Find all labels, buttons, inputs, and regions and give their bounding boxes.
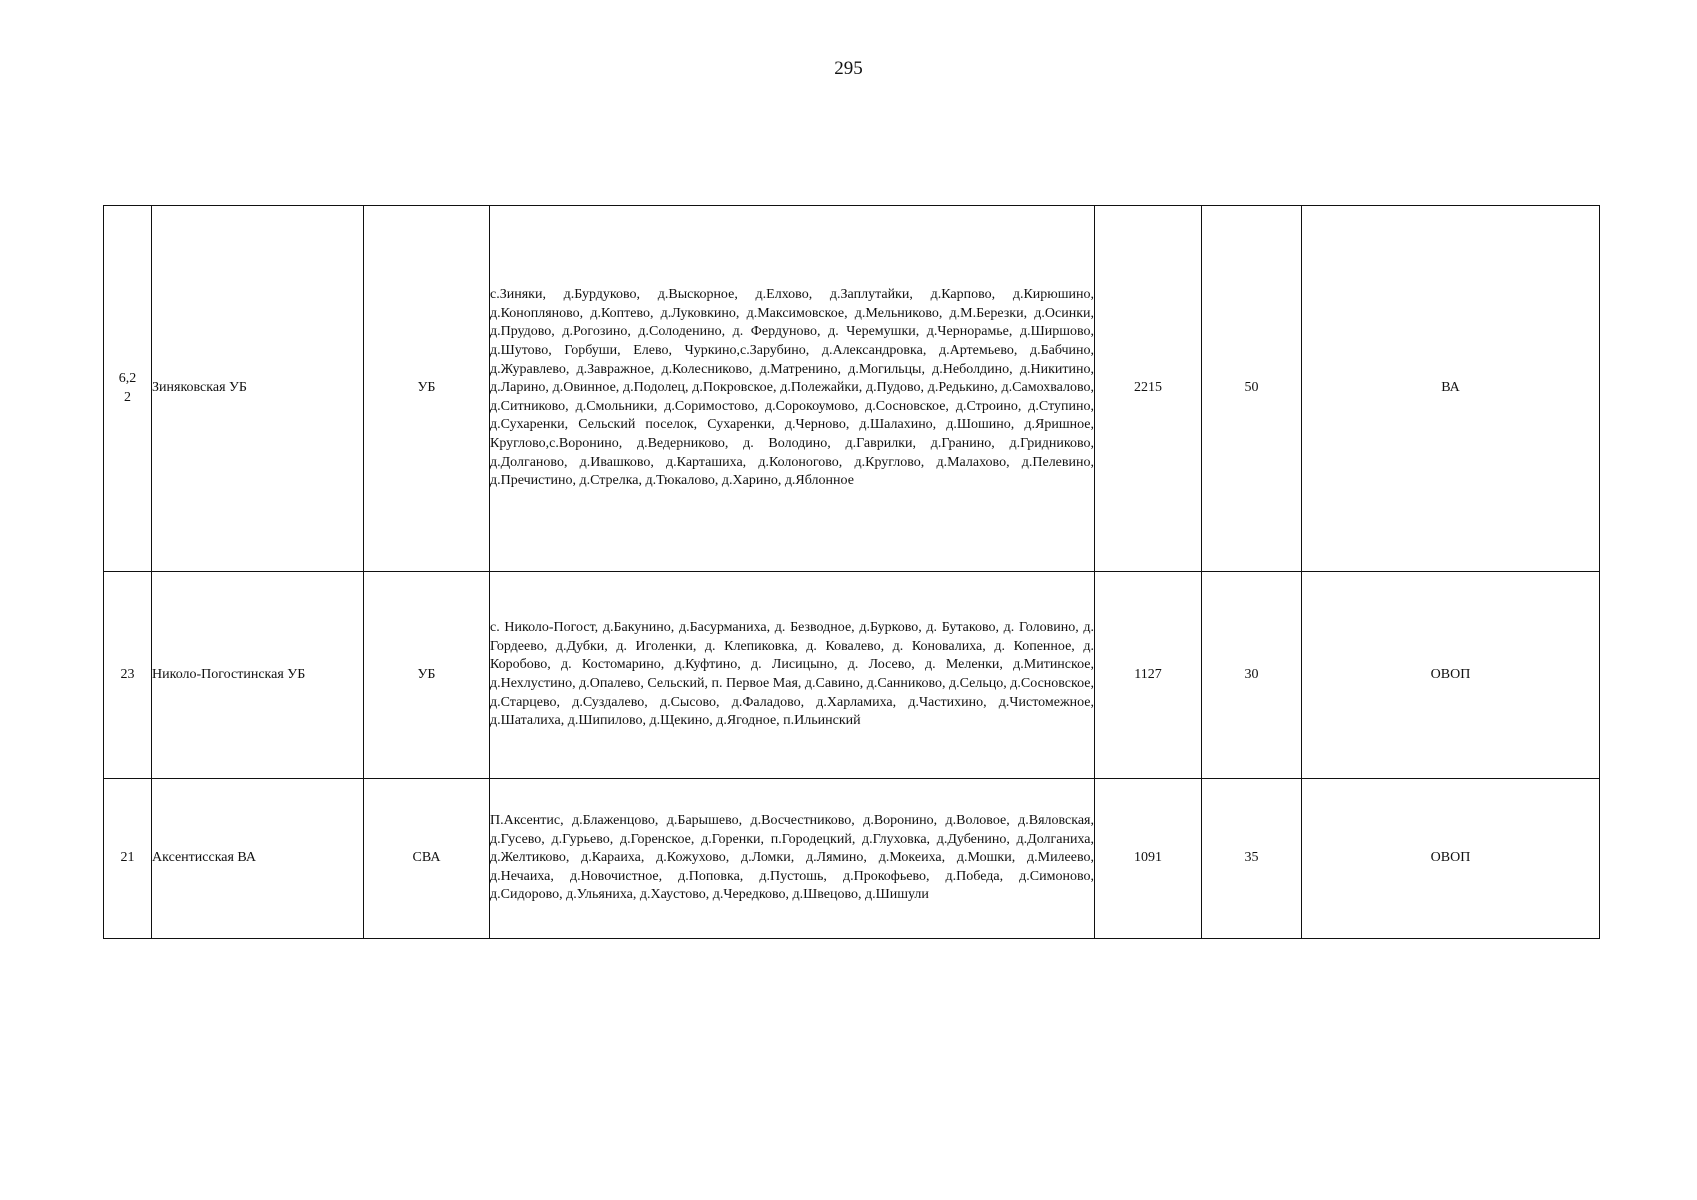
settlements-cell: П.Аксентис, д.Блаженцово, д.Барышево, д.Восчестниково, д.Воронино, д.Воловое, д.Вяловская, д.Гусево, д.Гурьево, д.Горенское, д.Горенки, п.Городецкий, д.Глуховка, д.Дубенино, д.Долганиха, д.Желтиково, д.Караиха, д.Кожухово, д.Ломки, д.Лямино, д.Мокеиха, д.Мошки, д.Милеево, д.Нечаиха, д.Новочистное, д.Поповка, д.Пустошь, д.Прокофьево, д.Победа, д.Симоново, д.Сидорово, д.Ульяниха, д.Хаустово, д.Чередково, д.Швецово, д.Шишули bbox=[490, 779, 1095, 939]
reference-facility-cell: ОВОП bbox=[1302, 779, 1600, 939]
settlements-cell: с.Зиняки, д.Бурдуково, д.Выскорное, д.Елхово, д.Заплутайки, д.Карпово, д.Кирюшино, д.Конопляново, д.Коптево, д.Луковкино, д.Максимовское, д.Мельниково, д.М.Березки, д.Осинки, д.Прудово, д.Рогозино, д.Солоденино, д. Фердуново, д. Черемушки, д.Чернорамье, д.Ширшово, д.Шутово, Горбуши, Елево, Чуркино,с.Зарубино, д.Александровка, д.Артемьево, д.Бабчино, д.Журавлево, д.Завражное, д.Колесниково, д.Матренино, д.Могильцы, д.Неболдино, д.Никитино, д.Ларино, д.Овинное, д.Подолец, д.Покровское, д.Полежайки, д.Пудово, д.Редькино, д.Самохвалово, д.Ситниково, д.Смольники, д.Соримостово, д.Сорокоумово, д.Сосновское, д.Строино, д.Ступино, д.Сухаренки, Сельский поселок, Сухаренки, д.Черново, д.Шалахино, д.Шошино, д.Яришное, Круглово,с.Воронино, д.Ведерниково, д. Володино, д.Гаврилки, д.Гранино, д.Гридниково, д.Долганово, д.Ивашково, д.Карташиха, д.Колоногово, д.Круглово, д.Малахово, д.Пелевино, д.Пречистино, д.Стрелка, д.Тюкалово, д.Харино, д.Яблонное bbox=[490, 206, 1095, 572]
facility-type-cell: СВА bbox=[364, 779, 490, 939]
row-number-cell: 6,2 2 bbox=[104, 206, 152, 572]
row-number-cell: 23 bbox=[104, 572, 152, 779]
table-row bbox=[104, 572, 1600, 779]
facility-name-cell: Зиняковская УБ bbox=[152, 206, 364, 572]
population-cell: 2215 bbox=[1095, 206, 1202, 572]
distance-cell: 30 bbox=[1202, 572, 1302, 779]
facilities-table bbox=[103, 205, 1600, 939]
facility-name-cell: Николо-Погостинская УБ bbox=[152, 572, 364, 779]
table-row bbox=[104, 206, 1600, 572]
facility-type-cell: УБ bbox=[364, 572, 490, 779]
facility-name-cell: Аксентисская ВА bbox=[152, 779, 364, 939]
settlements-cell: с. Николо-Погост, д.Бакунино, д.Басурманиха, д. Безводное, д.Бурково, д. Бутаково, д. Головино, д. Гордеево, д.Дубки, д. Иголенки, д. Клепиковка, д. Ковалево, д. Коновалиха, д. Копенное, д. Коробово, д. Костомарино, д.Куфтино, д. Лисицыно, д. Лосево, д. Меленки, д.Митинское, д.Нехлустино, д.Опалево, Сельский, п. Первое Мая, д.Савино, д.Санниково, д.Сельцо, д.Сосновское, д.Старцево, д.Суздалево, д.Сысово, д.Фаладово, д.Харламиха, д.Частихино, д.Чистомежное, д.Шаталиха, д.Шипилово, д.Щекино, д.Ягодное, п.Ильинский bbox=[490, 572, 1095, 779]
table-row bbox=[104, 779, 1600, 939]
distance-cell: 50 bbox=[1202, 206, 1302, 572]
row-number-cell: 21 bbox=[104, 779, 152, 939]
facility-type-cell: УБ bbox=[364, 206, 490, 572]
population-cell: 1127 bbox=[1095, 572, 1202, 779]
reference-facility-cell: ВА bbox=[1302, 206, 1600, 572]
distance-cell: 35 bbox=[1202, 779, 1302, 939]
population-cell: 1091 bbox=[1095, 779, 1202, 939]
reference-facility-cell: ОВОП bbox=[1302, 572, 1600, 779]
page-number: 295 bbox=[834, 58, 863, 79]
